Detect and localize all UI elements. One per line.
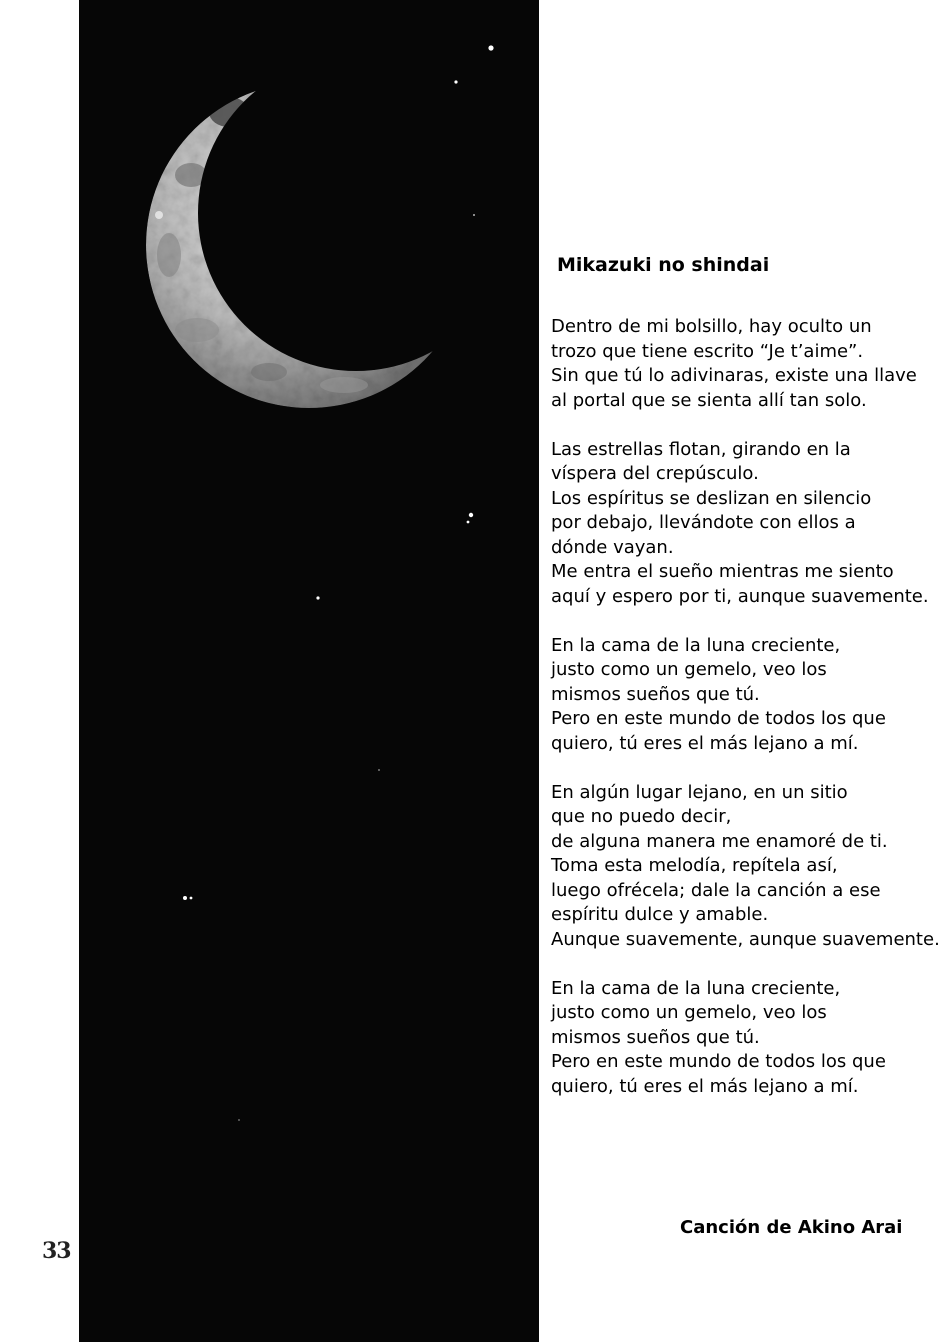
lyric-line: Pero en este mundo de todos los que <box>551 708 886 729</box>
lyric-line: que no puedo decir, <box>551 806 732 827</box>
lyric-line: Las estrellas flotan, girando en la <box>551 438 851 460</box>
lyric-line: mismos sueños que tú. <box>551 683 760 705</box>
lyric-line: de alguna manera me enamoré de ti. <box>551 830 888 852</box>
lyric-line: quiero, tú eres el más lejano a mí. <box>551 732 859 754</box>
lyric-line: Los espíritus se deslizan en silencio <box>551 487 872 509</box>
lyric-line: por debajo, llevándote con ellos a <box>551 512 856 533</box>
crescent-moon-artwork <box>79 0 539 1342</box>
lyric-line: víspera del crepúsculo. <box>551 463 759 484</box>
lyric-line: dónde vayan. <box>551 536 674 558</box>
lyric-line: Aunque suavemente, aunque suavemente. <box>551 928 940 950</box>
lyric-line: espíritu dulce y amable. <box>551 904 769 925</box>
lyric-line: Dentro de mi bolsillo, hay oculto un <box>551 316 872 337</box>
lyric-line: Toma esta melodía, repítela así, <box>551 855 838 876</box>
lyric-line: En la cama de la luna creciente, <box>551 977 841 999</box>
lyric-line: En algún lugar lejano, en un sitio <box>551 781 848 803</box>
lyric-line: Sin que tú lo adivinaras, existe una llave <box>551 365 917 386</box>
stanza <box>551 977 946 1100</box>
lyric-line: justo como un gemelo, veo los <box>551 1002 827 1023</box>
lyric-line: luego ofrécela; dale la canción a ese <box>551 879 881 901</box>
lyric-line: mismos sueños que tú. <box>551 1026 760 1048</box>
song-credit: Canción de Akino Arai <box>680 1217 903 1238</box>
stanza <box>551 781 946 953</box>
night-sky-illustration <box>79 0 539 1342</box>
stanza <box>551 315 946 413</box>
lyric-line: En la cama de la luna creciente, <box>551 634 841 656</box>
page-number: 33 <box>42 1238 71 1264</box>
song-lyrics <box>551 315 946 1124</box>
lyric-line: aquí y espero por ti, aunque suavemente. <box>551 585 929 607</box>
lyric-line: Pero en este mundo de todos los que <box>551 1051 886 1072</box>
lyric-line: quiero, tú eres el más lejano a mí. <box>551 1075 859 1097</box>
stanza <box>551 634 946 757</box>
lyric-line: Me entra el sueño mientras me siento <box>551 561 894 582</box>
lyric-line: al portal que se sienta allí tan solo. <box>551 389 867 411</box>
stanza <box>551 438 946 610</box>
song-title: Mikazuki no shindai <box>557 254 770 276</box>
lyric-line: trozo que tiene escrito “Je t’aime”. <box>551 340 864 362</box>
lyric-line: justo como un gemelo, veo los <box>551 659 827 680</box>
moon-crescent <box>146 82 472 408</box>
